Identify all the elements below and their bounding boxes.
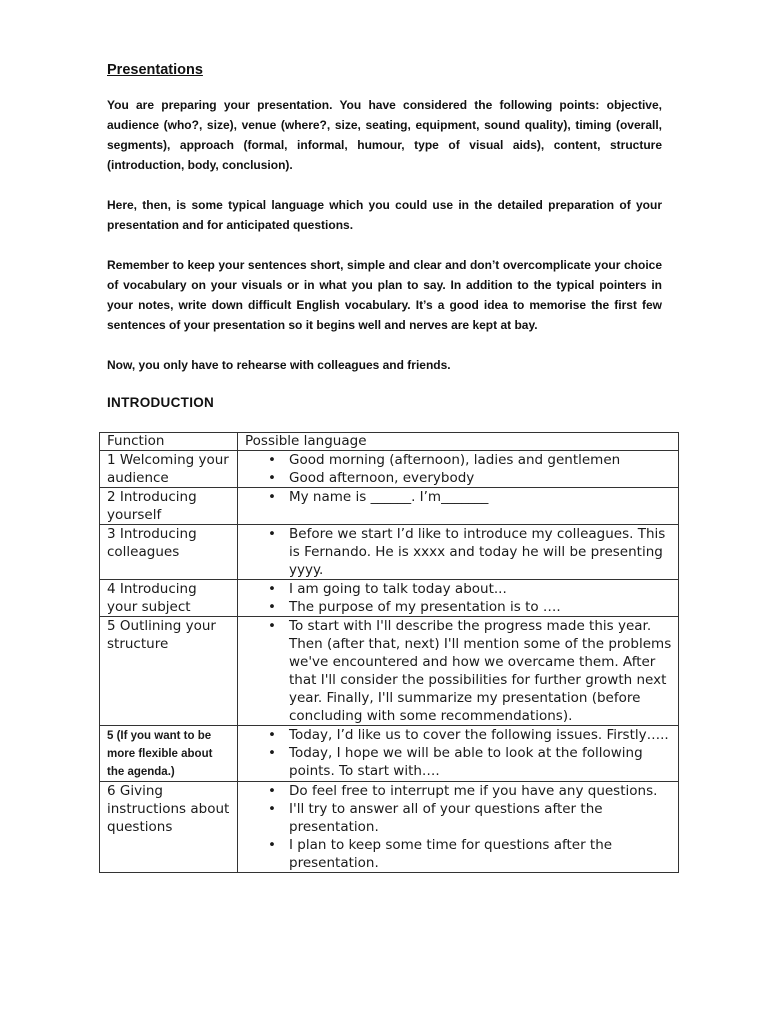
language-list (245, 726, 672, 780)
language-list (245, 451, 672, 487)
language-item: • To start with I'll describe the progress made this year. Then (after that, next) I'll mention some of the problems we've encountered and how we overcame them. After that I'll consider the possibilities for further growth next year. Finally, I'll summarize my presentation (before concluding with some recommendations). (245, 617, 672, 725)
language-item: • Today, I hope we will be able to look at the following points. To start with…. (245, 744, 672, 780)
language-cell (238, 451, 679, 488)
language-item: • The purpose of my presentation is to …. (245, 598, 672, 616)
language-cell (238, 617, 679, 726)
function-cell: 4 Introducing your subject (100, 580, 238, 617)
introduction-table (99, 432, 679, 873)
function-cell: 5 Outlining your structure (100, 617, 238, 726)
table-row (100, 726, 679, 782)
language-item: • Before we start I’d like to introduce my colleagues. This is Fernando. He is xxxx and today he will be presenting yyyy. (245, 525, 672, 579)
language-cell (238, 525, 679, 580)
function-cell: 2 Introducing yourself (100, 488, 238, 525)
language-cell (238, 488, 679, 525)
table-header-row (100, 433, 679, 451)
language-cell (238, 726, 679, 782)
language-list (245, 617, 672, 725)
language-item: • I plan to keep some time for questions after the presentation. (245, 836, 672, 872)
advice-paragraph: Remember to keep your sentences short, simple and clear and don’t overcomplicate your choice of vocabulary on your visuals or in what you plan to say. In addition to the typical pointers in your notes, write down difficult English vocabulary. It’s a good idea to memorise the first few sentences of your presentation so it begins well and nerves are kept at bay. (107, 258, 662, 332)
function-cell: 6 Giving instructions about questions (100, 782, 238, 873)
header-possible-language: Possible language (238, 433, 679, 451)
table-row (100, 451, 679, 488)
language-paragraph: Here, then, is some typical language which you could use in the detailed preparation of your presentation and for anticipated questions. (107, 198, 662, 232)
document-title: Presentations (107, 62, 203, 78)
rehearse-paragraph: Now, you only have to rehearse with colleagues and friends. (107, 358, 451, 372)
language-item: • Good morning (afternoon), ladies and gentlemen (245, 451, 672, 469)
table-row (100, 525, 679, 580)
language-item: • Do feel free to interrupt me if you have any questions. (245, 782, 672, 800)
header-function: Function (100, 433, 238, 451)
language-item: • I am going to talk today about... (245, 580, 672, 598)
language-cell (238, 580, 679, 617)
intro-paragraph: You are preparing your presentation. You have considered the following points: objective, audience (who?, size), venue (where?, size, seating, equipment, sound quality), timing (overall, segments), approach (formal, informal, humour, type of visual aids), content, structure (introduction, body, conclusion). (107, 98, 662, 172)
language-item: • My name is ______. I’m_______ (245, 488, 672, 506)
table-row (100, 580, 679, 617)
language-item: • Today, I’d like us to cover the following issues. Firstly….. (245, 726, 672, 744)
table-row (100, 488, 679, 525)
section-heading: INTRODUCTION (107, 395, 215, 410)
language-item: • I'll try to answer all of your questions after the presentation. (245, 800, 672, 836)
function-cell: 1 Welcoming your audience (100, 451, 238, 488)
language-list (245, 488, 672, 506)
function-cell: 5 (If you want to be more flexible about the agenda.) (100, 726, 238, 782)
table-row (100, 782, 679, 873)
table-row (100, 617, 679, 726)
language-list (245, 525, 672, 579)
language-list (245, 782, 672, 872)
language-list (245, 580, 672, 616)
function-cell: 3 Introducing colleagues (100, 525, 238, 580)
language-cell (238, 782, 679, 873)
language-item: • Good afternoon, everybody (245, 469, 672, 487)
